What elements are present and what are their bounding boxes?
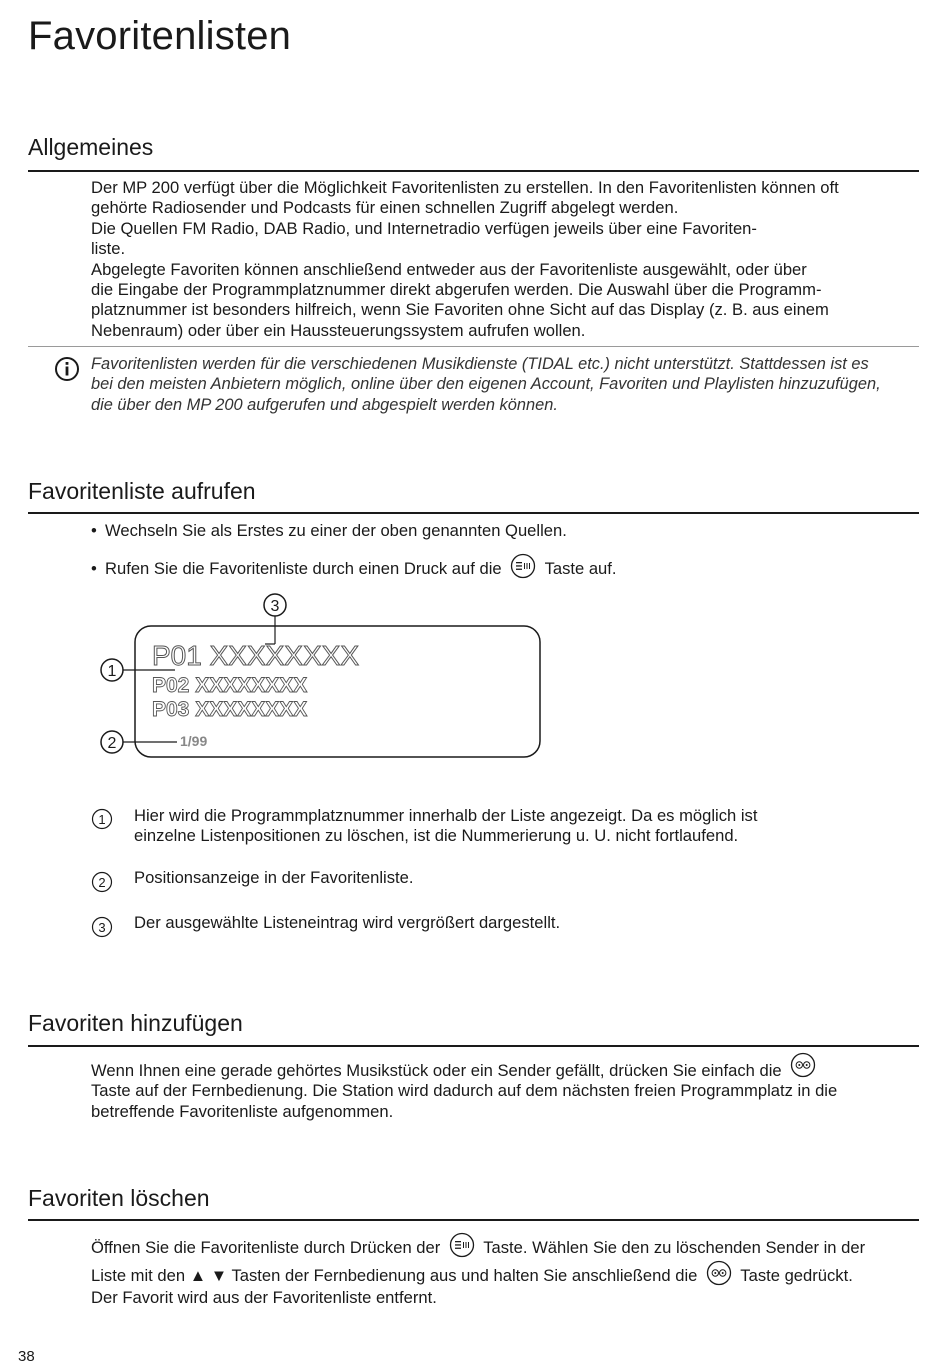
legend-number-1 xyxy=(91,808,113,830)
text-line: Der ausgewählte Listeneintrag wird vergrößert dargestellt. xyxy=(134,913,561,932)
text-span: Taste. Wählen Sie den zu löschenden Sender in der xyxy=(483,1238,866,1257)
bullet-item xyxy=(91,553,617,579)
heading-loeschen: Favoriten löschen xyxy=(28,1185,210,1211)
display-row: P03 XXXXXXXX xyxy=(152,698,308,721)
legend-text-3 xyxy=(134,913,894,933)
up-down-arrow-icon: ▲ ▼ xyxy=(189,1265,228,1285)
list-menu-key-icon xyxy=(510,553,536,579)
note-line: Favoritenlisten werden für die verschiedenen Musikdienste (TIDAL etc.) nicht unterstützt. Stattdessen ist es xyxy=(91,355,869,373)
callout-label: 3 xyxy=(270,598,280,615)
display-illustration xyxy=(95,590,550,762)
text-line: Der MP 200 verfügt über die Möglichkeit Favoritenlisten zu erstellen. In den Favoritenlisten können oft xyxy=(91,178,839,197)
text-line: betreffende Favoritenliste aufgenommen. xyxy=(91,1101,394,1121)
callout-label: 2 xyxy=(107,735,117,752)
page-number: 38 xyxy=(18,1348,35,1365)
text-span: Liste mit den xyxy=(91,1265,186,1285)
text-span: Taste gedrückt. xyxy=(740,1265,853,1285)
legend-number-3 xyxy=(91,916,113,938)
heading-aufrufen: Favoritenliste aufrufen xyxy=(28,478,256,504)
text-line xyxy=(91,1260,916,1288)
text-line: Abgelegte Favoriten können anschließend entweder aus der Favoritenliste ausgewählt, oder über xyxy=(91,259,807,279)
display-row-selected: P01 XXXXXXXX xyxy=(152,640,360,671)
text-line: Positionsanzeige in der Favoritenliste. xyxy=(134,868,414,887)
text-line: Nebenraum) oder über ein Haussteuerungssystem aufrufen wollen. xyxy=(91,320,586,340)
note-line: bei den meisten Anbietern möglich, online über den eigenen Account, Favoriten und Playlisten hinzuzufügen, xyxy=(91,375,881,394)
legend-text-2 xyxy=(134,868,894,888)
display-position: 1/99 xyxy=(180,733,208,749)
text-span: Tasten der Fernbedienung aus und halten Sie anschließend die xyxy=(231,1265,698,1285)
text-line: Der Favorit wird aus der Favoritenliste entfernt. xyxy=(91,1288,437,1307)
text-line: platznummer ist besonders hilfreich, wenn Sie Favoriten ohne Sicht auf das Display (z. B. aus einem xyxy=(91,300,829,320)
bullet-dot: • xyxy=(91,559,97,578)
text-line: gehörte Radiosender und Podcasts für einen schnellen Zugriff abgelegt werden. xyxy=(91,198,679,218)
bullet-item xyxy=(91,521,567,541)
legend-number-2 xyxy=(91,871,113,893)
info-note xyxy=(91,354,916,415)
note-divider xyxy=(28,346,919,347)
bullet-text: Rufen Sie die Favoritenliste durch einen Druck auf die xyxy=(105,559,502,578)
display-row: P02 XXXXXXXX xyxy=(152,674,308,697)
text-line xyxy=(91,1232,916,1260)
text-span: Öffnen Sie die Favoritenliste durch Drücken der xyxy=(91,1238,441,1257)
heading-allgemeines: Allgemeines xyxy=(28,134,154,160)
text-span: Wenn Ihnen eine gerade gehörtes Musikstück oder ein Sender gefällt, drücken Sie einfach die xyxy=(91,1061,782,1080)
bullet-dot: • xyxy=(91,521,97,540)
hinzufuegen-paragraph xyxy=(91,1060,916,1122)
text-line: Die Quellen FM Radio, DAB Radio, und Internetradio verfügen jeweils über eine Favoriten- xyxy=(91,218,757,238)
text-line: liste. xyxy=(91,239,126,259)
section-rule xyxy=(28,1045,919,1047)
loeschen-paragraph xyxy=(91,1232,916,1310)
page-title: Favoritenlisten xyxy=(28,14,292,58)
text-line: die Eingabe der Programmplatznummer direkt abgerufen werden. Die Auswahl über die Programm- xyxy=(91,280,822,300)
favorite-key-icon xyxy=(706,1260,732,1286)
section-rule xyxy=(28,1219,919,1221)
list-menu-key-icon xyxy=(449,1232,475,1258)
allgemeines-paragraph xyxy=(91,178,916,341)
text-line xyxy=(91,1060,916,1081)
bullet-text: Wechseln Sie als Erstes zu einer der oben genannten Quellen. xyxy=(105,521,567,540)
text-line: Taste auf der Fernbedienung. Die Station wird dadurch auf dem nächsten freien Programmplatz in die xyxy=(91,1081,838,1101)
info-icon xyxy=(54,356,80,382)
legend-text-1 xyxy=(134,806,894,847)
section-rule xyxy=(28,512,919,514)
section-rule xyxy=(28,170,919,172)
svg-text:2: 2 xyxy=(98,875,106,890)
heading-hinzufuegen: Favoriten hinzufügen xyxy=(28,1010,243,1036)
svg-text:3: 3 xyxy=(98,920,106,935)
bullet-text: Taste auf. xyxy=(544,559,617,578)
text-line: Hier wird die Programmplatznummer innerhalb der Liste angezeigt. Da es möglich ist xyxy=(134,806,758,825)
text-line: einzelne Listenpositionen zu löschen, ist die Nummerierung u. U. nicht fortlaufend. xyxy=(134,826,739,846)
favorite-key-icon xyxy=(790,1052,816,1078)
callout-label: 1 xyxy=(107,663,117,680)
note-line: die über den MP 200 aufgerufen und abgespielt werden können. xyxy=(91,395,558,414)
svg-text:1: 1 xyxy=(98,812,106,827)
